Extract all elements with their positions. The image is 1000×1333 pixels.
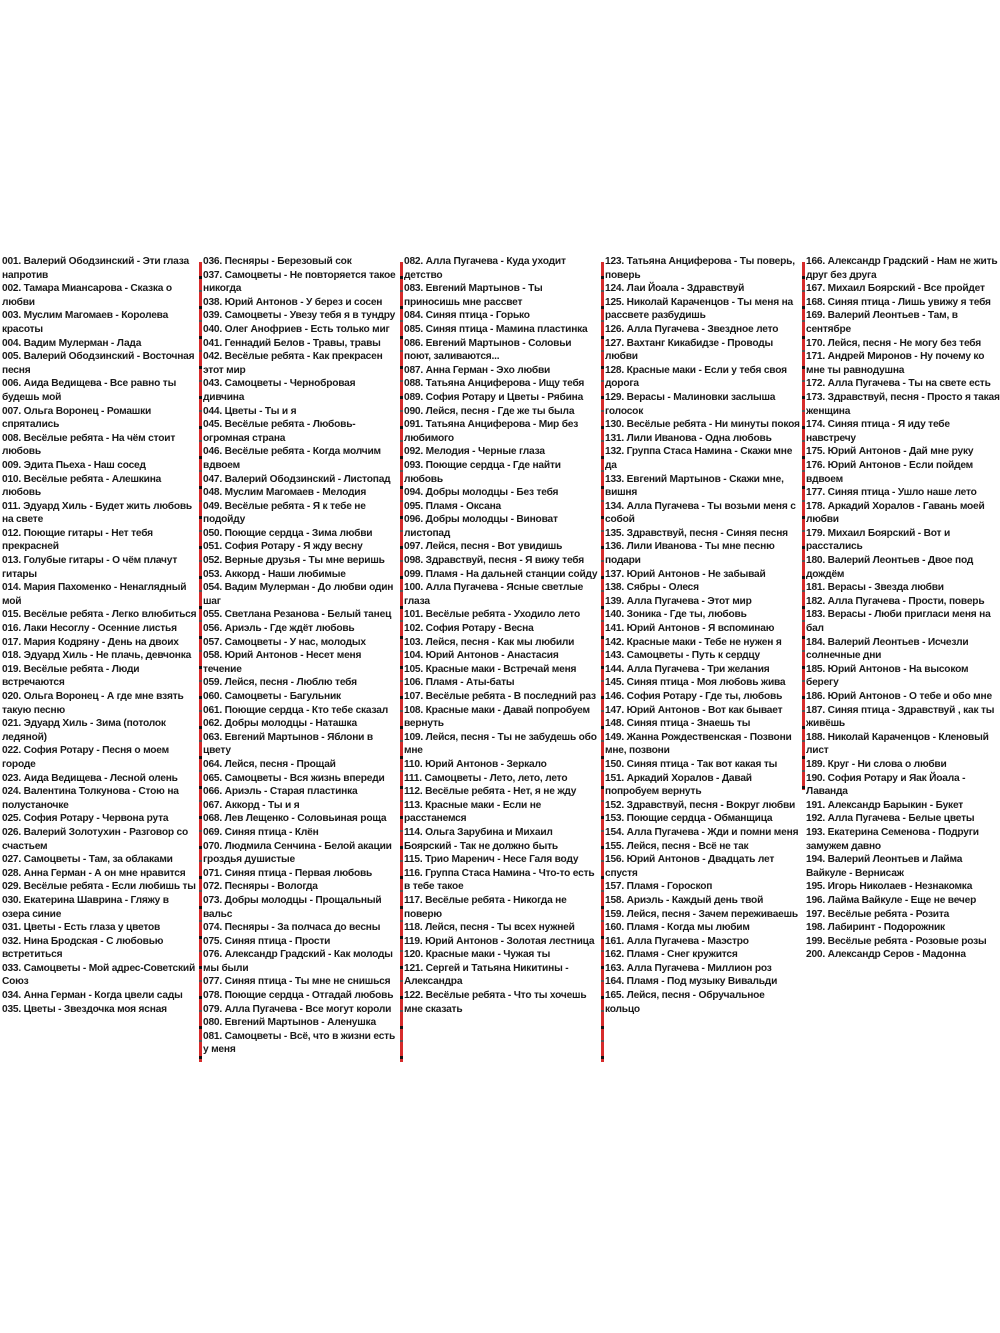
song-entry: 018. Эдуард Хиль - Не плачь, девчонка — [2, 650, 192, 662]
song-entry: 117. Весёлые ребята - Никогда не поверю — [404, 894, 567, 920]
song-entry: 028. Анна Герман - А он мне нравится — [2, 867, 186, 879]
song-entry: 193. Екатерина Семенова - Подруги замужем давно — [806, 826, 979, 852]
song-entry: 176. Юрий Антонов - Если пойдем вдвоем — [806, 459, 974, 485]
song-entry: 147. Юрий Антонов - Вот как бывает — [605, 704, 783, 716]
song-entry: 143. Самоцветы - Путь к сердцу — [605, 650, 760, 662]
song-column-5 — [806, 255, 1000, 1055]
song-entry: 149. Жанна Рождественская - Позвони мне, позвони — [605, 731, 792, 757]
song-entry: 071. Синяя птица - Первая любовь — [203, 867, 373, 879]
song-entry: 105. Красные маки - Встречай меня — [404, 663, 577, 675]
song-entry: 057. Самоцветы - У нас, молодых — [203, 636, 366, 648]
song-entry: 191. Александр Барыкин - Букет — [806, 799, 964, 811]
song-entry: 047. Валерий Ободзинский - Листопад — [203, 473, 391, 485]
song-entry: 078. Поющие сердца - Отгадай любовь — [203, 990, 394, 1002]
song-entry: 003. Муслим Магомаев - Королева красоты — [2, 310, 169, 335]
song-entry: 080. Евгений Мартынов - Аленушка — [203, 1017, 376, 1029]
song-entry: 169. Валерий Леонтьев - Там, в сентябре — [806, 310, 958, 335]
song-entry: 054. Вадим Мулерман - До любви один шаг — [203, 582, 394, 607]
song-entry: 134. Алла Пугачева - Ты возьми меня с собой — [605, 500, 796, 526]
song-entry: 081. Самоцветы - Всё, что в жизни есть у меня — [203, 1030, 396, 1056]
song-entry: 168. Синяя птица - Лишь увижу я тебя — [806, 296, 991, 308]
song-entry: 159. Лейся, песня - Зачем переживаешь — [605, 908, 798, 920]
song-entry: 024. Валентина Толкунова - Стою на полустаночке — [2, 786, 179, 811]
song-entry: 142. Красные маки - Тебе не нужен я — [605, 636, 782, 648]
song-entry: 146. София Ротару - Где ты, любовь — [605, 691, 783, 702]
song-entry: 129. Верасы - Малиновки заслыша голосок — [605, 391, 776, 417]
song-entry: 055. Светлана Резанова - Белый танец — [203, 609, 392, 621]
song-entry: 184. Валерий Леонтьев - Исчезли солнечные дни — [806, 636, 969, 662]
song-entry: 069. Синяя птица - Клён — [203, 826, 319, 838]
song-entry: 086. Евгений Мартынов - Соловьи поют, заливаются... — [404, 337, 572, 363]
song-entry: 153. Поющие сердца - Обманщица — [605, 813, 773, 825]
song-entry: 158. Ариэль - Каждый день твой — [605, 894, 764, 906]
song-entry: 037. Самоцветы - Не повторяется такое никогда — [203, 269, 396, 295]
song-entry: 023. Аида Ведищева - Лесной олень — [2, 772, 178, 784]
song-entry: 120. Красные маки - Чужая ты — [404, 949, 551, 961]
song-entry: 079. Алла Пугачева - Все могут короли — [203, 1003, 392, 1015]
song-list-sheet — [0, 256, 1000, 1062]
song-entry: 009. Эдита Пьеха - Наш сосед — [2, 459, 146, 471]
song-entry: 025. София Ротару - Червона рута — [2, 813, 169, 825]
song-entry: 166. Александр Градский - Нам не жить друг без друга — [806, 256, 998, 281]
song-entry: 185. Юрий Антонов - На высоком берегу — [806, 663, 969, 689]
song-entry: 164. Пламя - Под музыку Вивальди — [605, 976, 778, 988]
song-entry: 187. Синяя птица - Здравствуй , как ты живёшь — [806, 704, 995, 730]
song-entry: 048. Муслим Магомаев - Мелодия — [203, 487, 367, 499]
song-entry: 020. Ольга Воронец - А где мне взять такую песню — [2, 691, 184, 716]
song-entry: 044. Цветы - Ты и я — [203, 405, 297, 417]
song-entry: 005. Валерий Ободзинский - Восточная песня — [2, 351, 195, 376]
song-entry: 179. Михаил Боярский - Вот и расстались — [806, 527, 951, 553]
song-entry: 063. Евгений Мартынов - Яблони в цвету — [203, 731, 373, 757]
song-entry: 011. Эдуард Хиль - Будет жить любовь на свете — [2, 500, 192, 526]
song-entry: 171. Андрей Миронов - Ну почему ко мне ты равнодушна — [806, 351, 985, 376]
song-entry: 027. Самоцветы - Там, за облаками — [2, 854, 173, 866]
song-entry: 006. Аида Ведищева - Все равно ты будешь мой — [2, 378, 177, 403]
song-entry: 053. Аккорд - Наши любимые — [203, 568, 346, 580]
song-entry: 004. Вадим Мулерман - Лада — [2, 337, 142, 349]
song-entry: 123. Татьяна Анциферова - Ты поверь, поверь — [605, 256, 795, 281]
song-entry: 111. Самоцветы - Лето, лето, лето — [404, 772, 568, 784]
song-entry: 137. Юрий Антонов - Не забывай — [605, 568, 766, 580]
song-entry: 091. Татьяна Анциферова - Мир без любимого — [404, 419, 579, 444]
song-entry: 181. Верасы - Звезда любви — [806, 582, 944, 594]
song-entry: 008. Весёлые ребята - На чём стоит любовь — [2, 432, 176, 458]
song-entry: 033. Самоцветы - Мой адрес-Советский Союз — [2, 962, 196, 988]
song-entry: 114. Ольга Зарубина и Михаил Боярский - Так не должно быть — [404, 826, 558, 852]
song-entry: 144. Алла Пугачева - Три желания — [605, 663, 770, 675]
song-entry: 170. Лейся, песня - Не могу без тебя — [806, 337, 982, 349]
song-entry: 064. Лейся, песня - Прощай — [203, 758, 336, 770]
song-entry: 126. Алла Пугачева - Звездное лето — [605, 323, 779, 335]
song-entry: 132. Группа Стаса Намина - Скажи мне да — [605, 446, 793, 471]
song-entry: 175. Юрий Антонов - Дай мне руку — [806, 446, 974, 458]
song-entry: 133. Евгений Мартынов - Скажи мне, вишня — [605, 473, 784, 499]
song-entry: 088. Татьяна Анциферова - Ищу тебя — [404, 378, 585, 390]
song-entry: 121. Сергей и Татьяна Никитины - Александра — [404, 962, 569, 988]
song-entry: 188. Николай Караченцов - Кленовый лист — [806, 731, 989, 757]
song-entry: 151. Аркадий Хоралов - Давай попробуем вернуть — [605, 772, 752, 798]
song-entry: 150. Синяя птица - Так вот какая ты — [605, 758, 778, 770]
song-entry: 173. Здравствуй, песня - Просто я такая женщина — [806, 391, 1000, 417]
song-entry: 065. Самоцветы - Вся жизнь впереди — [203, 772, 385, 784]
song-entry: 001. Валерий Ободзинский - Эти глаза напротив — [2, 256, 189, 281]
song-entry: 167. Михаил Боярский - Все пройдет — [806, 283, 985, 295]
song-entry: 148. Синяя птица - Знаешь ты — [605, 718, 751, 730]
song-entry: 067. Аккорд - Ты и я — [203, 799, 300, 811]
song-entry: 096. Добры молодцы - Виноват листопад — [404, 514, 558, 539]
song-entry: 097. Лейся, песня - Вот увидишь — [404, 541, 563, 553]
song-entry: 189. Круг - Ни слова о любви — [806, 758, 947, 770]
column-divider-2 — [400, 262, 403, 1062]
song-entry: 026. Валерий Золотухин - Разговор со счастьем — [2, 826, 189, 852]
song-entry: 141. Юрий Антонов - Я вспоминаю — [605, 623, 775, 635]
song-entry: 077. Синяя птица - Ты мне не снишься — [203, 976, 391, 988]
song-entry: 119. Юрий Антонов - Золотая лестница — [404, 935, 595, 947]
song-entry: 095. Пламя - Оксана — [404, 500, 502, 512]
song-entry: 070. Людмила Сенчина - Белой акации гроздья душистые — [203, 840, 392, 866]
song-entry: 112. Весёлые ребята - Нет, я не жду — [404, 786, 577, 798]
song-column-1 — [2, 255, 198, 1055]
song-entry: 183. Верасы - Люби пригласи меня на бал — [806, 609, 991, 635]
song-entry: 060. Самоцветы - Багульник — [203, 691, 341, 702]
song-entry: 174. Синяя птица - Я иду тебе навстречу — [806, 419, 950, 444]
song-entry: 029. Весёлые ребята - Если любишь ты — [2, 881, 196, 893]
song-entry: 021. Эдуард Хиль - Зима (потолок ледяной) — [2, 718, 166, 743]
song-entry: 110. Юрий Антонов - Зеркало — [404, 758, 547, 770]
song-entry: 031. Цветы - Есть глаза у цветов — [2, 922, 161, 934]
song-entry: 101. Весёлые ребята - Уходило лето — [404, 609, 580, 621]
song-entry: 200. Александр Серов - Мадонна — [806, 949, 966, 961]
song-entry: 155. Лейся, песня - Всё не так — [605, 840, 749, 852]
song-entry: 045. Весёлые ребята - Любовь-огромная страна — [203, 419, 356, 444]
song-entry: 104. Юрий Антонов - Анастасия — [404, 650, 559, 662]
song-entry: 125. Николай Караченцов - Ты меня на рассвете разбудишь — [605, 296, 793, 322]
song-entry: 056. Ариэль - Где ждёт любовь — [203, 623, 355, 635]
song-entry: 014. Мария Пахоменко - Ненаглядный мой — [2, 582, 187, 607]
song-entry: 194. Валерий Леонтьев и Лайма Вайкуле - Вернисаж — [806, 854, 963, 879]
song-entry: 106. Пламя - Аты-баты — [404, 677, 515, 689]
song-entry: 100. Алла Пугачева - Ясные светлые глаза — [404, 582, 584, 607]
song-entry: 094. Добры молодцы - Без тебя — [404, 487, 559, 499]
song-entry: 039. Самоцветы - Увезу тебя я в тундру — [203, 310, 396, 322]
song-entry: 103. Лейся, песня - Как мы любили — [404, 636, 575, 648]
song-entry: 128. Красные маки - Если у тебя своя дорога — [605, 364, 787, 390]
song-entry: 030. Екатерина Шаврина - Гляжу в озера синие — [2, 894, 169, 920]
column-divider-1 — [199, 262, 202, 1062]
song-entry: 062. Добры молодцы - Наташка — [203, 718, 357, 730]
song-entry: 051. София Ротару - Я жду весну — [203, 541, 363, 553]
song-entry: 010. Весёлые ребята - Алешкина любовь — [2, 473, 162, 499]
song-entry: 135. Здравствуй, песня - Синяя песня — [605, 527, 788, 539]
song-entry: 139. Алла Пугачева - Этот мир — [605, 595, 752, 607]
song-entry: 082. Алла Пугачева - Куда уходит детство — [404, 256, 566, 281]
song-entry: 178. Аркадий Хоралов - Гавань моей любви — [806, 500, 985, 526]
song-entry: 089. София Ротару и Цветы - Рябина — [404, 391, 584, 403]
song-column-4 — [605, 255, 801, 1055]
song-entry: 130. Весёлые ребята - Ни минуты покоя — [605, 419, 800, 431]
song-entry: 127. Вахтанг Кикабидзе - Проводы любви — [605, 337, 774, 363]
song-entry: 075. Синяя птица - Прости — [203, 935, 331, 947]
song-entry: 136. Лили Иванова - Ты мне песню подари — [605, 541, 775, 567]
song-entry: 109. Лейся, песня - Ты не забудешь обо мне — [404, 731, 597, 757]
song-entry: 145. Синяя птица - Моя любовь жива — [605, 677, 786, 689]
song-entry: 035. Цветы - Звездочка моя ясная — [2, 1003, 167, 1015]
song-entry: 199. Весёлые ребята - Розовые розы — [806, 935, 987, 947]
song-entry: 192. Алла Пугачева - Белые цветы — [806, 813, 975, 825]
song-entry: 115. Трио Маренич - Несе Галя воду — [404, 854, 579, 866]
song-entry: 092. Мелодия - Черные глаза — [404, 446, 545, 458]
song-entry: 177. Синяя птица - Ушло наше лето — [806, 487, 977, 499]
song-entry: 046. Весёлые ребята - Когда молчим вдвоем — [203, 446, 381, 471]
song-entry: 041. Геннадий Белов - Травы, травы — [203, 337, 381, 349]
song-entry: 074. Песняры - За полчаса до весны — [203, 922, 381, 934]
song-entry: 084. Синяя птица - Горько — [404, 310, 530, 322]
song-entry: 076. Александр Градский - Как молоды мы были — [203, 949, 393, 974]
song-entry: 165. Лейся, песня - Обручальное кольцо — [605, 990, 765, 1015]
song-entry: 061. Поющие сердца - Кто тебе сказал — [203, 704, 388, 716]
song-entry: 108. Красные маки - Давай попробуем вернуть — [404, 704, 590, 730]
column-divider-4 — [802, 262, 805, 790]
song-entry: 161. Алла Пугачева - Маэстро — [605, 935, 749, 947]
song-entry: 087. Анна Герман - Эхо любви — [404, 364, 551, 376]
song-entry: 042. Весёлые ребята - Как прекрасен этот мир — [203, 351, 383, 376]
song-entry: 160. Пламя - Когда мы любим — [605, 922, 750, 934]
song-entry: 072. Песняры - Вологда — [203, 881, 318, 893]
song-entry: 049. Весёлые ребята - Я к тебе не подойду — [203, 500, 366, 526]
song-entry: 195. Игорь Николаев - Незнакомка — [806, 881, 973, 893]
song-entry: 093. Поющие сердца - Где найти любовь — [404, 459, 561, 485]
song-entry: 163. Алла Пугачева - Миллион роз — [605, 962, 772, 974]
song-entry: 036. Песняры - Березовый сок — [203, 256, 352, 267]
song-entry: 040. Олег Анофриев - Есть только миг — [203, 323, 390, 335]
song-entry: 007. Ольга Воронец - Ромашки спрятались — [2, 405, 152, 431]
song-entry: 098. Здравствуй, песня - Я вижу тебя — [404, 555, 584, 567]
song-entry: 116. Группа Стаса Намина - Что-то есть в тебе такое — [404, 867, 595, 893]
song-entry: 190. София Ротару и Яак Йоала - Лаванда — [806, 772, 966, 798]
song-entry: 034. Анна Герман - Когда цвели сады — [2, 990, 183, 1002]
song-entry: 017. Мария Кодряну - День на двоих — [2, 636, 179, 648]
song-entry: 157. Пламя - Гороскоп — [605, 881, 713, 893]
song-entry: 073. Добры молодцы - Прощальный вальс — [203, 894, 382, 920]
song-entry: 138. Сябры - Олеся — [605, 582, 699, 594]
song-entry: 083. Евгений Мартынов - Ты приносишь мне рассвет — [404, 283, 543, 308]
song-entry: 016. Лаки Несоглу - Осенние листья — [2, 623, 177, 635]
song-entry: 050. Поющие сердца - Зима любви — [203, 527, 373, 539]
song-entry: 172. Алла Пугачева - Ты на свете есть — [806, 378, 991, 390]
song-entry: 182. Алла Пугачева - Прости, поверь — [806, 595, 985, 607]
song-entry: 058. Юрий Антонов - Несет меня течение — [203, 650, 362, 675]
song-entry: 059. Лейся, песня - Люблю тебя — [203, 677, 357, 689]
song-entry: 066. Ариэль - Старая пластинка — [203, 786, 358, 798]
song-entry: 032. Нина Бродская - С любовью встретиться — [2, 935, 164, 961]
song-entry: 012. Поющие гитары - Нет тебя прекрасней — [2, 527, 153, 553]
song-entry: 197. Весёлые ребята - Розита — [806, 908, 950, 920]
song-entry: 124. Лаи Йоала - Здравствуй — [605, 283, 745, 295]
song-entry: 131. Лили Иванова - Одна любовь — [605, 432, 772, 444]
song-entry: 002. Тамара Миансарова - Сказка о любви — [2, 283, 172, 308]
song-entry: 019. Весёлые ребята - Люди встречаются — [2, 663, 140, 689]
song-entry: 140. Зоника - Где ты, любовь — [605, 609, 747, 621]
song-entry: 102. София Ротару - Весна — [404, 623, 534, 635]
song-entry: 085. Синяя птица - Мамина пластинка — [404, 323, 588, 335]
song-entry: 152. Здравствуй, песня - Вокруг любви — [605, 799, 796, 811]
song-entry: 118. Лейся, песня - Ты всех нужней — [404, 922, 575, 934]
song-entry: 015. Весёлые ребята - Легко влюбиться — [2, 609, 197, 621]
song-entry: 154. Алла Пугачева - Жди и помни меня — [605, 826, 799, 838]
song-entry: 022. София Ротару - Песня о моем городе — [2, 745, 169, 770]
song-column-2 — [203, 255, 399, 1055]
song-entry: 090. Лейся, песня - Где же ты была — [404, 405, 575, 417]
song-entry: 099. Пламя - На дальней станции сойду — [404, 568, 598, 580]
song-entry: 107. Весёлые ребята - В последний раз — [404, 691, 596, 702]
song-column-3 — [404, 255, 600, 1055]
song-entry: 113. Красные маки - Если не расстанемся — [404, 799, 542, 825]
song-entry: 180. Валерий Леонтьев - Двое под дождём — [806, 555, 974, 580]
song-entry: 068. Лев Лещенко - Соловьиная роща — [203, 813, 387, 825]
song-entry: 198. Лабиринт - Подорожник — [806, 922, 945, 934]
song-entry: 162. Пламя - Снег кружится — [605, 949, 738, 961]
song-entry: 013. Голубые гитары - О чём плачут гитары — [2, 555, 178, 580]
song-entry: 122. Весёлые ребята - Что ты хочешь мне сказать — [404, 990, 587, 1015]
song-entry: 038. Юрий Антонов - У берез и сосен — [203, 296, 383, 308]
song-entry: 196. Лайма Вайкуле - Еще не вечер — [806, 894, 977, 906]
column-divider-3 — [601, 262, 604, 1062]
song-entry: 186. Юрий Антонов - О тебе и обо мне — [806, 691, 992, 702]
song-entry: 043. Самоцветы - Чернобровая дивчина — [203, 378, 356, 403]
song-entry: 052. Верные друзья - Ты мне веришь — [203, 555, 385, 567]
song-entry: 156. Юрий Антонов - Двадцать лет спустя — [605, 854, 775, 879]
